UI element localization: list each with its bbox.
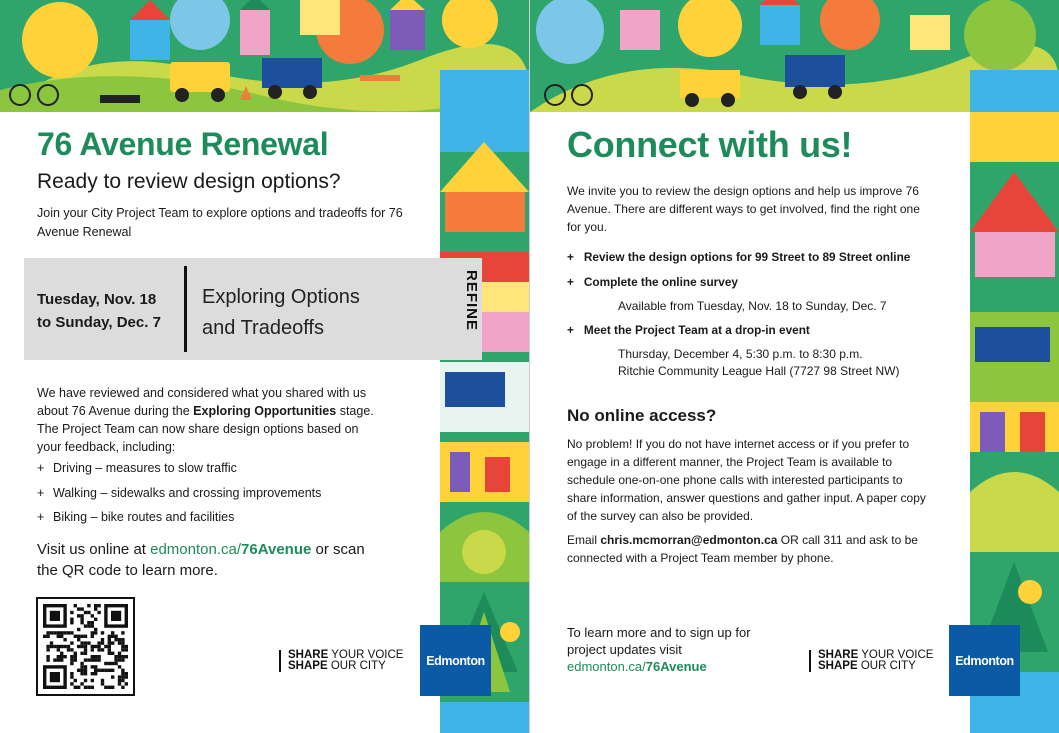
list-item: + Biking – bike routes and facilities (37, 510, 235, 524)
stage-line-2: and Tradeoffs (202, 317, 324, 339)
list-item: + Driving – measures to slow traffic (37, 461, 237, 475)
subtitle: Ready to review design options? (37, 170, 341, 193)
share-voice-tagline: SHARE YOUR VOICE SHAPE OUR CITY (809, 650, 933, 672)
date-line-2: to Sunday, Dec. 7 (37, 314, 161, 331)
project-link[interactable]: edmonton.ca/76Avenue (567, 659, 707, 674)
feedback-list (37, 461, 397, 535)
project-link[interactable]: edmonton.ca/76Avenue (150, 541, 312, 558)
list-item: + Walking – sidewalks and crossing improvements (37, 485, 322, 500)
top-illustration (530, 0, 1059, 112)
phase-tab-label: REFINE (463, 270, 480, 332)
event-date-band (24, 258, 442, 360)
left-panel (0, 0, 529, 733)
share-voice-tagline: SHARE YOUR VOICE SHAPE OUR CITY (279, 650, 403, 672)
intro-text: Join your City Project Team to explore options and tradeoffs for 76 Avenue Renewal (37, 206, 403, 239)
event-location: Ritchie Community League Hall (7727 98 Street NW) (618, 364, 900, 378)
date-line-1: Tuesday, Nov. 18 (37, 291, 157, 308)
stage-line-1: Exploring Options (202, 286, 360, 308)
body-text (37, 384, 377, 456)
page-title: Connect with us! (567, 124, 853, 165)
body-text-part-2: stage. The Project Team can now share design options based on your feedback, including: (37, 404, 374, 454)
email-link[interactable]: chris.mcmorran@edmonton.ca (600, 533, 778, 547)
right-panel (530, 0, 1059, 733)
list-item: + Complete the online survey (567, 275, 738, 289)
edmonton-logo: Edmonton (949, 625, 1020, 696)
qr-code[interactable] (36, 597, 135, 696)
edmonton-logo: Edmonton (420, 625, 491, 696)
phase-tab (442, 258, 482, 360)
learn-more-text: To learn more and to sign up for project updates visit edmonton.ca/76Avenue (567, 625, 751, 674)
list-item: + Review the design options for 99 Street to 89 Street online (567, 250, 911, 264)
top-illustration (0, 0, 529, 112)
divider (184, 266, 187, 352)
section-heading: No online access? (567, 406, 717, 425)
event-time: Thursday, December 4, 5:30 p.m. to 8:30 p.m. (618, 347, 863, 361)
contact-text: Email chris.mcmorran@edmonton.ca OR call 311 and ask to be connected with a Project Team member by phone. (567, 533, 918, 565)
page-title: 76 Avenue Renewal (37, 126, 329, 162)
event-dates (37, 288, 161, 334)
survey-dates: Available from Tuesday, Nov. 18 to Sunday, Dec. 7 (618, 299, 887, 313)
no-online-text: No problem! If you do not have internet access or if you prefer to engage in a different manner, the Project Team is available to schedule one-on-one phone calls with interested participants to share information, answer questions and gather input. A paper copy of the survey can also be provided. (567, 437, 926, 523)
stage-name (202, 282, 360, 344)
body-text-bold: Exploring Opportunities (193, 404, 337, 418)
visit-text: Visit us online at edmonton.ca/76Avenue or scan the QR code to learn more. (37, 541, 365, 579)
qr-code-pattern (43, 604, 128, 689)
list-item: + Meet the Project Team at a drop-in event (567, 323, 810, 337)
intro-text: We invite you to review the design options and help us improve 76 Avenue. There are different ways to get involved, find the right one for you. (567, 184, 920, 234)
body-text-part-1: We have reviewed and considered what you shared with us about 76 Avenue during the (37, 386, 367, 418)
